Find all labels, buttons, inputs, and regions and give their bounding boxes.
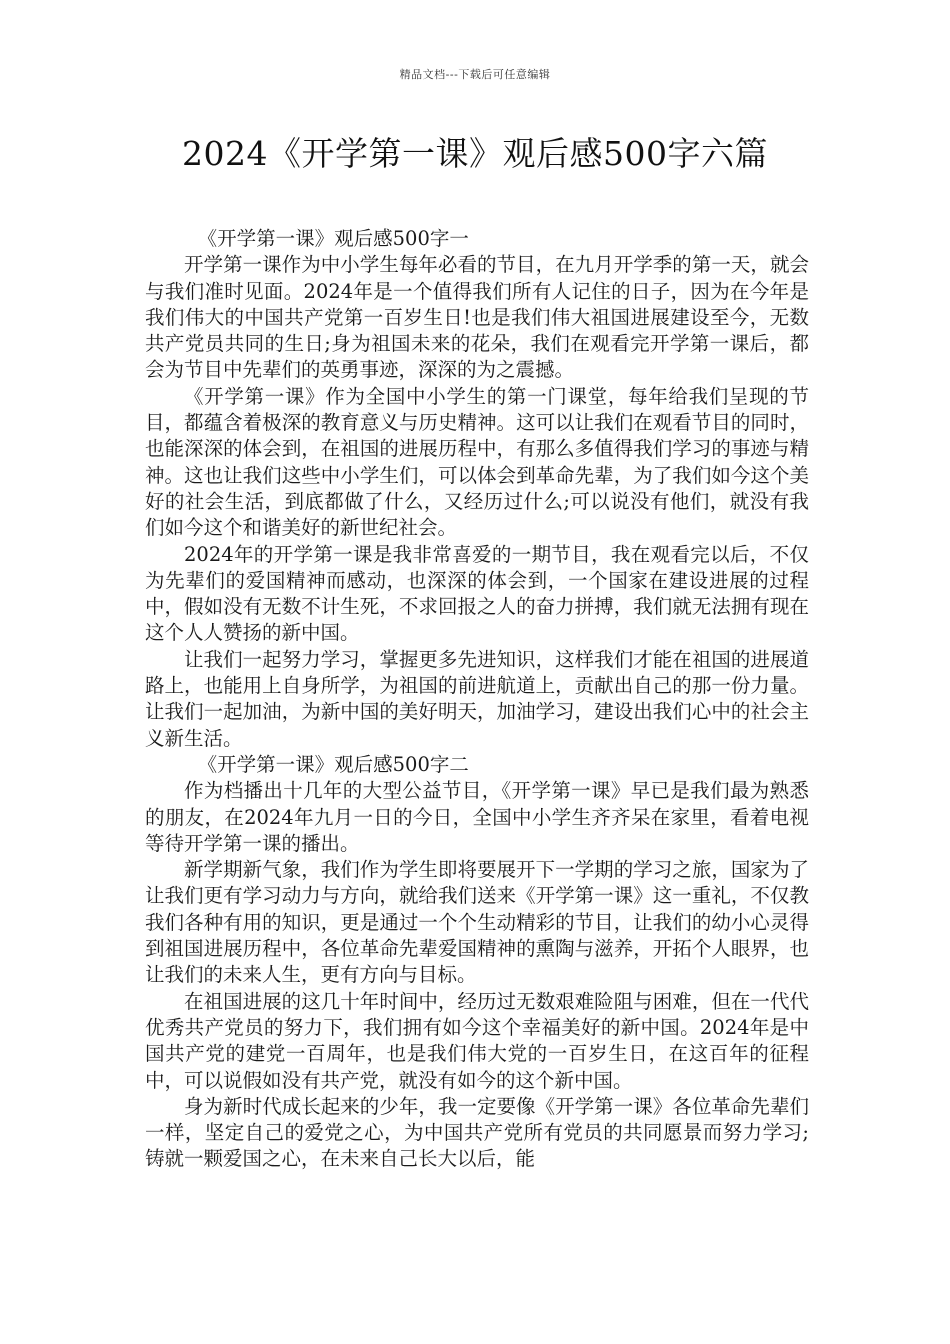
paragraph: 让我们一起努力学习，掌握更多先进知识，这样我们才能在祖国的进展道路上，也能用上自身所学，为祖国的前进航道上，贡献出自己的那一份力量。让我们一起加油，为新中国的美好明天，加油学习，建设出我们心中的社会主义新生活。 [145,647,809,750]
paragraph: 新学期新气象，我们作为学生即将要展开下一学期的学习之旅，国家为了让我们更有学习动力与方向，就给我们送来《开学第一课》这一重礼，不仅教我们各种有用的知识，更是通过一个个生动精彩的节目，让我们的幼小心灵得到祖国进展历程中，各位革命先辈爱国精神的熏陶与滋养，开拓个人眼界，也让我们的未来人生，更有方向与目标。 [145,858,809,987]
document-title: 2024《开学第一课》观后感500字六篇 [182,134,768,173]
header-note: 精品文档---下载后可任意编辑 [399,68,551,81]
document-body [145,226,809,1173]
paragraph: 开学第一课作为中小学生每年必看的节目，在九月开学季的第一天，就会与我们准时见面。2024年是一个值得我们所有人记住的日子，因为在今年是我们伟大的中国共产党第一百岁生日!也是我们伟大祖国进展建设至今，无数共产党员共同的生日;身为祖国未来的花朵，我们在观看完开学第一课后，都会为节目中先辈们的英勇事迹，深深的为之震撼。 [145,253,809,382]
paragraph: 在祖国进展的这几十年时间中，经历过无数艰难险阻与困难，但在一代代优秀共产党员的努力下，我们拥有如今这个幸福美好的新中国。2024年是中国共产党的建党一百周年，也是我们伟大党的一百岁生日，在这百年的征程中，可以说假如没有共产党，就没有如今的这个新中国。 [145,989,809,1092]
paragraph: 作为档播出十几年的大型公益节目，《开学第一课》早已是我们最为熟悉的朋友，在2024年九月一日的今日，全国中小学生齐齐呆在家里，看着电视等待开学第一课的播出。 [145,779,809,855]
paragraph: 《开学第一课》作为全国中小学生的第一门课堂，每年给我们呈现的节目，都蕴含着极深的教育意义与历史精神。这可以让我们在观看节目的同时，也能深深的体会到，在祖国的进展历程中，有那么多值得我们学习的事迹与精神。这也让我们这些中小学生们，可以体会到革命先辈，为了我们如今这个美好的社会生活，到底都做了什么，又经历过什么;可以说没有他们，就没有我们如今这个和谐美好的新世纪社会。 [145,384,809,540]
paragraph: 身为新时代成长起来的少年，我一定要像《开学第一课》各位革命先辈们一样，坚定自己的爱党之心，为中国共产党所有党员的共同愿景而努力学习;铸就一颗爱国之心，在未来自己长大以后，能 [145,1094,809,1171]
section-heading-2: 《开学第一课》观后感500字二 [197,752,469,776]
section-heading-1: 《开学第一课》观后感500字一 [197,227,469,250]
paragraph: 2024年的开学第一课是我非常喜爱的一期节目，我在观看完以后，不仅为先辈们的爱国精神而感动，也深深的体会到，一个国家在建设进展的过程中，假如没有无数不计生死，不求回报之人的奋力拼搏，我们就无法拥有现在这个人人赞扬的新中国。 [145,542,809,645]
